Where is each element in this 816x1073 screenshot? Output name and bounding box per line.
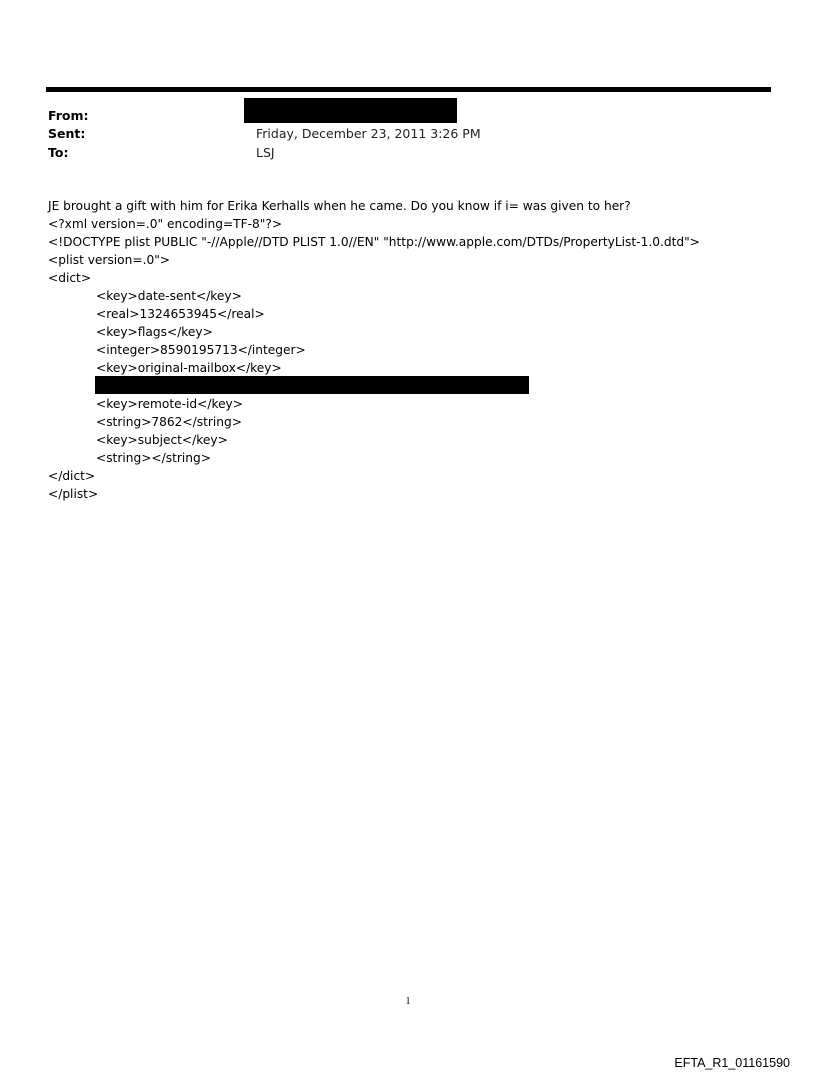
to-value: LSJ <box>256 145 275 160</box>
sent-value: Friday, December 23, 2011 3:26 PM <box>256 126 481 141</box>
to-label: To: <box>48 145 69 160</box>
document-id: EFTA_R1_01161590 <box>674 1056 790 1070</box>
sent-label: Sent: <box>48 126 86 141</box>
dict-entry-line: <key>original-mailbox</key> <box>96 361 282 375</box>
dict-close-line: </dict> <box>48 469 96 483</box>
dict-entry-line: <string>7862</string> <box>96 415 242 429</box>
dict-entry-line: <key>remote-id</key> <box>96 397 243 411</box>
page-number: 1 <box>405 996 411 1007</box>
message-text: JE brought a gift with him for Erika Kerhalls when he came. Do you know if i= was given to her? <box>48 199 631 213</box>
dict-entry-line: <key>flags</key> <box>96 325 213 339</box>
redacted-mailbox-value <box>95 376 529 394</box>
dict-entry-line: <key>date-sent</key> <box>96 289 242 303</box>
dict-open-line: <dict> <box>48 271 92 285</box>
header-rule <box>46 87 771 92</box>
redacted-from-value <box>244 98 457 123</box>
from-label: From: <box>48 108 89 123</box>
dict-entry-line: <key>subject</key> <box>96 433 228 447</box>
dict-entry-line: <real>1324653945</real> <box>96 307 265 321</box>
doctype-line: <!DOCTYPE plist PUBLIC "-//Apple//DTD PLIST 1.0//EN" "http://www.apple.com/DTDs/PropertyList-1.0.dtd"> <box>48 235 700 249</box>
plist-close-line: </plist> <box>48 487 99 501</box>
dict-entry-line: <string></string> <box>96 451 211 465</box>
plist-open-line: <plist version=.0"> <box>48 253 171 267</box>
xml-declaration-line: <?xml version=.0" encoding=TF-8"?> <box>48 217 283 231</box>
dict-entry-line: <integer>8590195713</integer> <box>96 343 306 357</box>
